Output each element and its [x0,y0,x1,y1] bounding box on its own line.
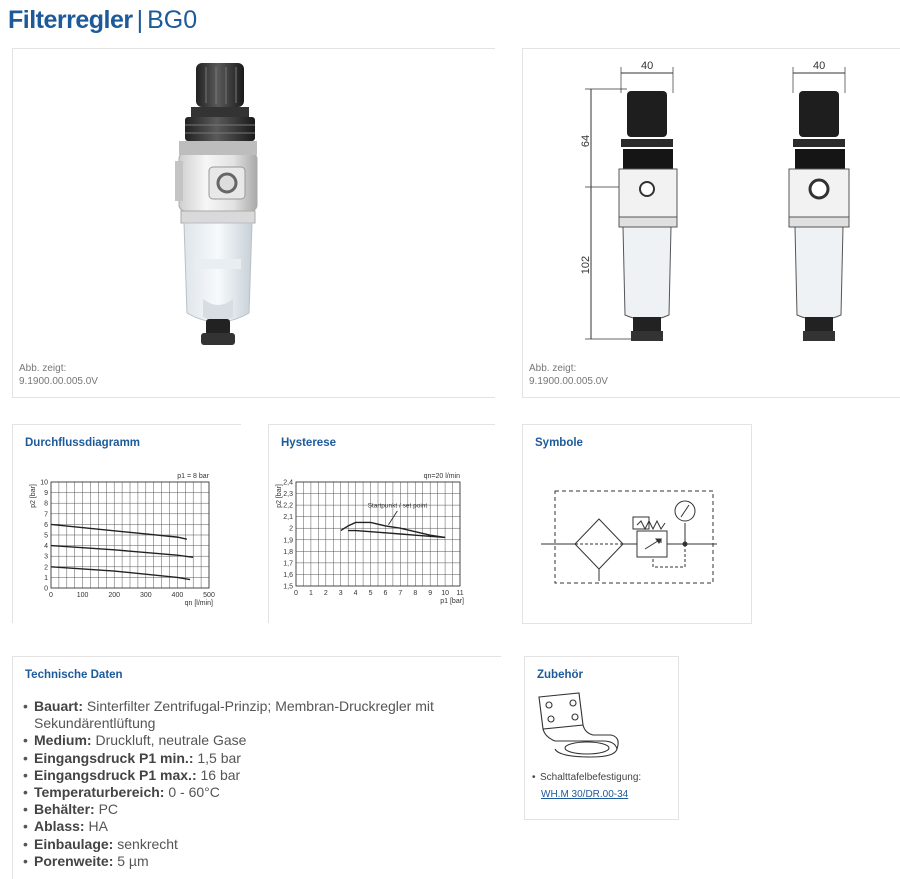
list-item [22,784,492,801]
y-tick-label: 2,3 [283,491,293,499]
x-axis-label: qn [l/min] [184,600,213,607]
y-tick-label: 1,7 [283,560,293,568]
series-line [348,531,445,538]
product-image-caption [19,362,98,388]
chart-annotation: p1 = 8 bar [177,473,209,480]
x-tick-label: 0 [294,590,298,597]
y-tick-label: 2,1 [283,514,293,522]
y-tick-label: 0 [44,585,48,593]
accessory-item-label: Schalttafelbefestigung: [540,772,642,783]
page-title-separator: | [136,6,144,34]
page-title-main: Filterregler [8,6,133,34]
accessory-item [532,772,642,783]
product-caption-code: 9.1900.00.005.0V [19,376,98,387]
y-tick-label: 3 [44,553,48,561]
list-item [22,801,492,818]
page-title [8,6,197,35]
y-axis-label: p2 [bar] [276,484,283,508]
tech-value: Druckluft, neutrale Gase [91,732,247,749]
dim-width-right: 40 [813,60,826,72]
tech-value: Sinterfilter Zentrifugal-Prinzip; Membran-Druckregler mit Sekundärentlüftung [34,698,434,732]
page-title-code: BG0 [147,6,198,34]
x-tick-label: 100 [76,592,89,599]
x-tick-label: 1 [308,590,313,597]
y-tick-label: 2,4 [283,479,293,487]
x-tick-label: 10 [441,590,449,597]
series-line [51,524,187,539]
tech-label: Medium: [34,732,92,749]
tech-value: PC [94,801,119,818]
tech-label: Eingangsdruck P1 max.: [34,766,197,783]
x-tick-label: 500 [203,592,215,599]
y-tick-label: 9 [44,490,48,498]
tech-data-title: Technische Daten [25,669,123,681]
x-tick-label: 2 [323,590,328,597]
tech-label: Behälter: [34,801,95,818]
tech-value: senkrecht [113,835,178,852]
y-tick-label: 6 [44,521,48,529]
y-tick-label: 8 [44,500,48,508]
y-tick-label: 2,2 [283,502,293,510]
y-axis-label: p2 [bar] [30,484,37,508]
x-tick-label: 9 [428,590,433,597]
chart-annotation: qn=20 l/min [423,473,460,480]
x-tick-label: 3 [338,590,343,597]
y-tick-label: 1,6 [283,571,293,579]
dimension-drawing [523,49,900,359]
list-item [22,732,492,749]
accessory-bullet: • [532,772,536,783]
y-tick-label: 10 [40,479,48,487]
product-caption-label: Abb. zeigt: [19,363,67,374]
hysteresis-panel [268,424,495,623]
tech-value: 16 bar [196,766,241,783]
x-tick-label: 4 [353,590,358,597]
hysteresis-title: Hysterese [281,437,336,449]
list-item [22,767,492,784]
accessories-title: Zubehör [537,669,583,681]
y-tick-label: 1 [44,574,48,582]
y-tick-label: 1,5 [283,583,293,591]
symbols-panel [522,424,752,624]
x-tick-label: 11 [456,590,464,597]
tech-label: Ablass: [34,818,85,835]
dimension-caption-code: 9.1900.00.005.0V [529,376,608,387]
x-tick-label: 7 [398,590,403,597]
y-tick-label: 2 [44,564,48,572]
y-tick-label: 1,9 [283,537,293,545]
list-item [22,750,492,767]
y-tick-label: 7 [44,511,48,519]
list-item [22,836,492,853]
tech-value: 1,5 bar [193,749,241,766]
tech-label: Einbaulage: [34,835,114,852]
list-item [22,853,492,870]
x-tick-label: 0 [49,592,53,599]
list-item [22,698,492,732]
tech-label: Bauart: [34,698,84,714]
x-tick-label: 5 [368,590,373,597]
y-tick-label: 2 [289,525,293,533]
x-tick-label: 8 [413,590,418,597]
x-tick-label: 200 [108,592,121,599]
y-tick-label: 4 [44,543,48,551]
symbols-title: Symbole [535,437,583,449]
dimension-caption-label: Abb. zeigt: [529,363,577,374]
x-tick-label: 300 [139,592,152,599]
dim-height-bottom: 102 [580,255,592,275]
product-image [13,49,495,359]
list-item [22,818,492,835]
tech-label: Porenweite: [34,852,114,869]
dim-height-top: 64 [580,134,592,148]
hysteresis-chart [269,455,495,625]
tech-value: 5 µm [113,852,149,869]
product-image-panel [12,48,495,398]
flow-diagram-title: Durchflussdiagramm [25,437,141,449]
mounting-bracket-image [531,691,631,761]
tech-value: HA [84,818,108,835]
y-tick-label: 1,8 [283,548,293,556]
accessory-link[interactable]: WH.M 30/DR.00-34 [541,789,629,800]
dim-width-left: 40 [641,60,654,72]
y-tick-label: 5 [44,532,48,540]
set-point-label: Startpunkt / set point [367,502,428,510]
x-axis-label: p1 [bar] [440,598,464,605]
x-tick-label: 6 [383,590,388,597]
tech-data-list [22,698,492,870]
pneumatic-symbol [523,477,751,607]
dimension-drawing-panel [522,48,900,398]
tech-label: Temperaturbereich: [34,784,165,801]
tech-value: 0 - 60°C [164,784,220,801]
dimension-image-caption [529,362,608,388]
flow-diagram-panel [12,424,241,623]
tech-label: Eingangsdruck P1 min.: [34,749,194,766]
flow-diagram-chart [13,455,241,625]
x-tick-label: 400 [171,592,184,599]
